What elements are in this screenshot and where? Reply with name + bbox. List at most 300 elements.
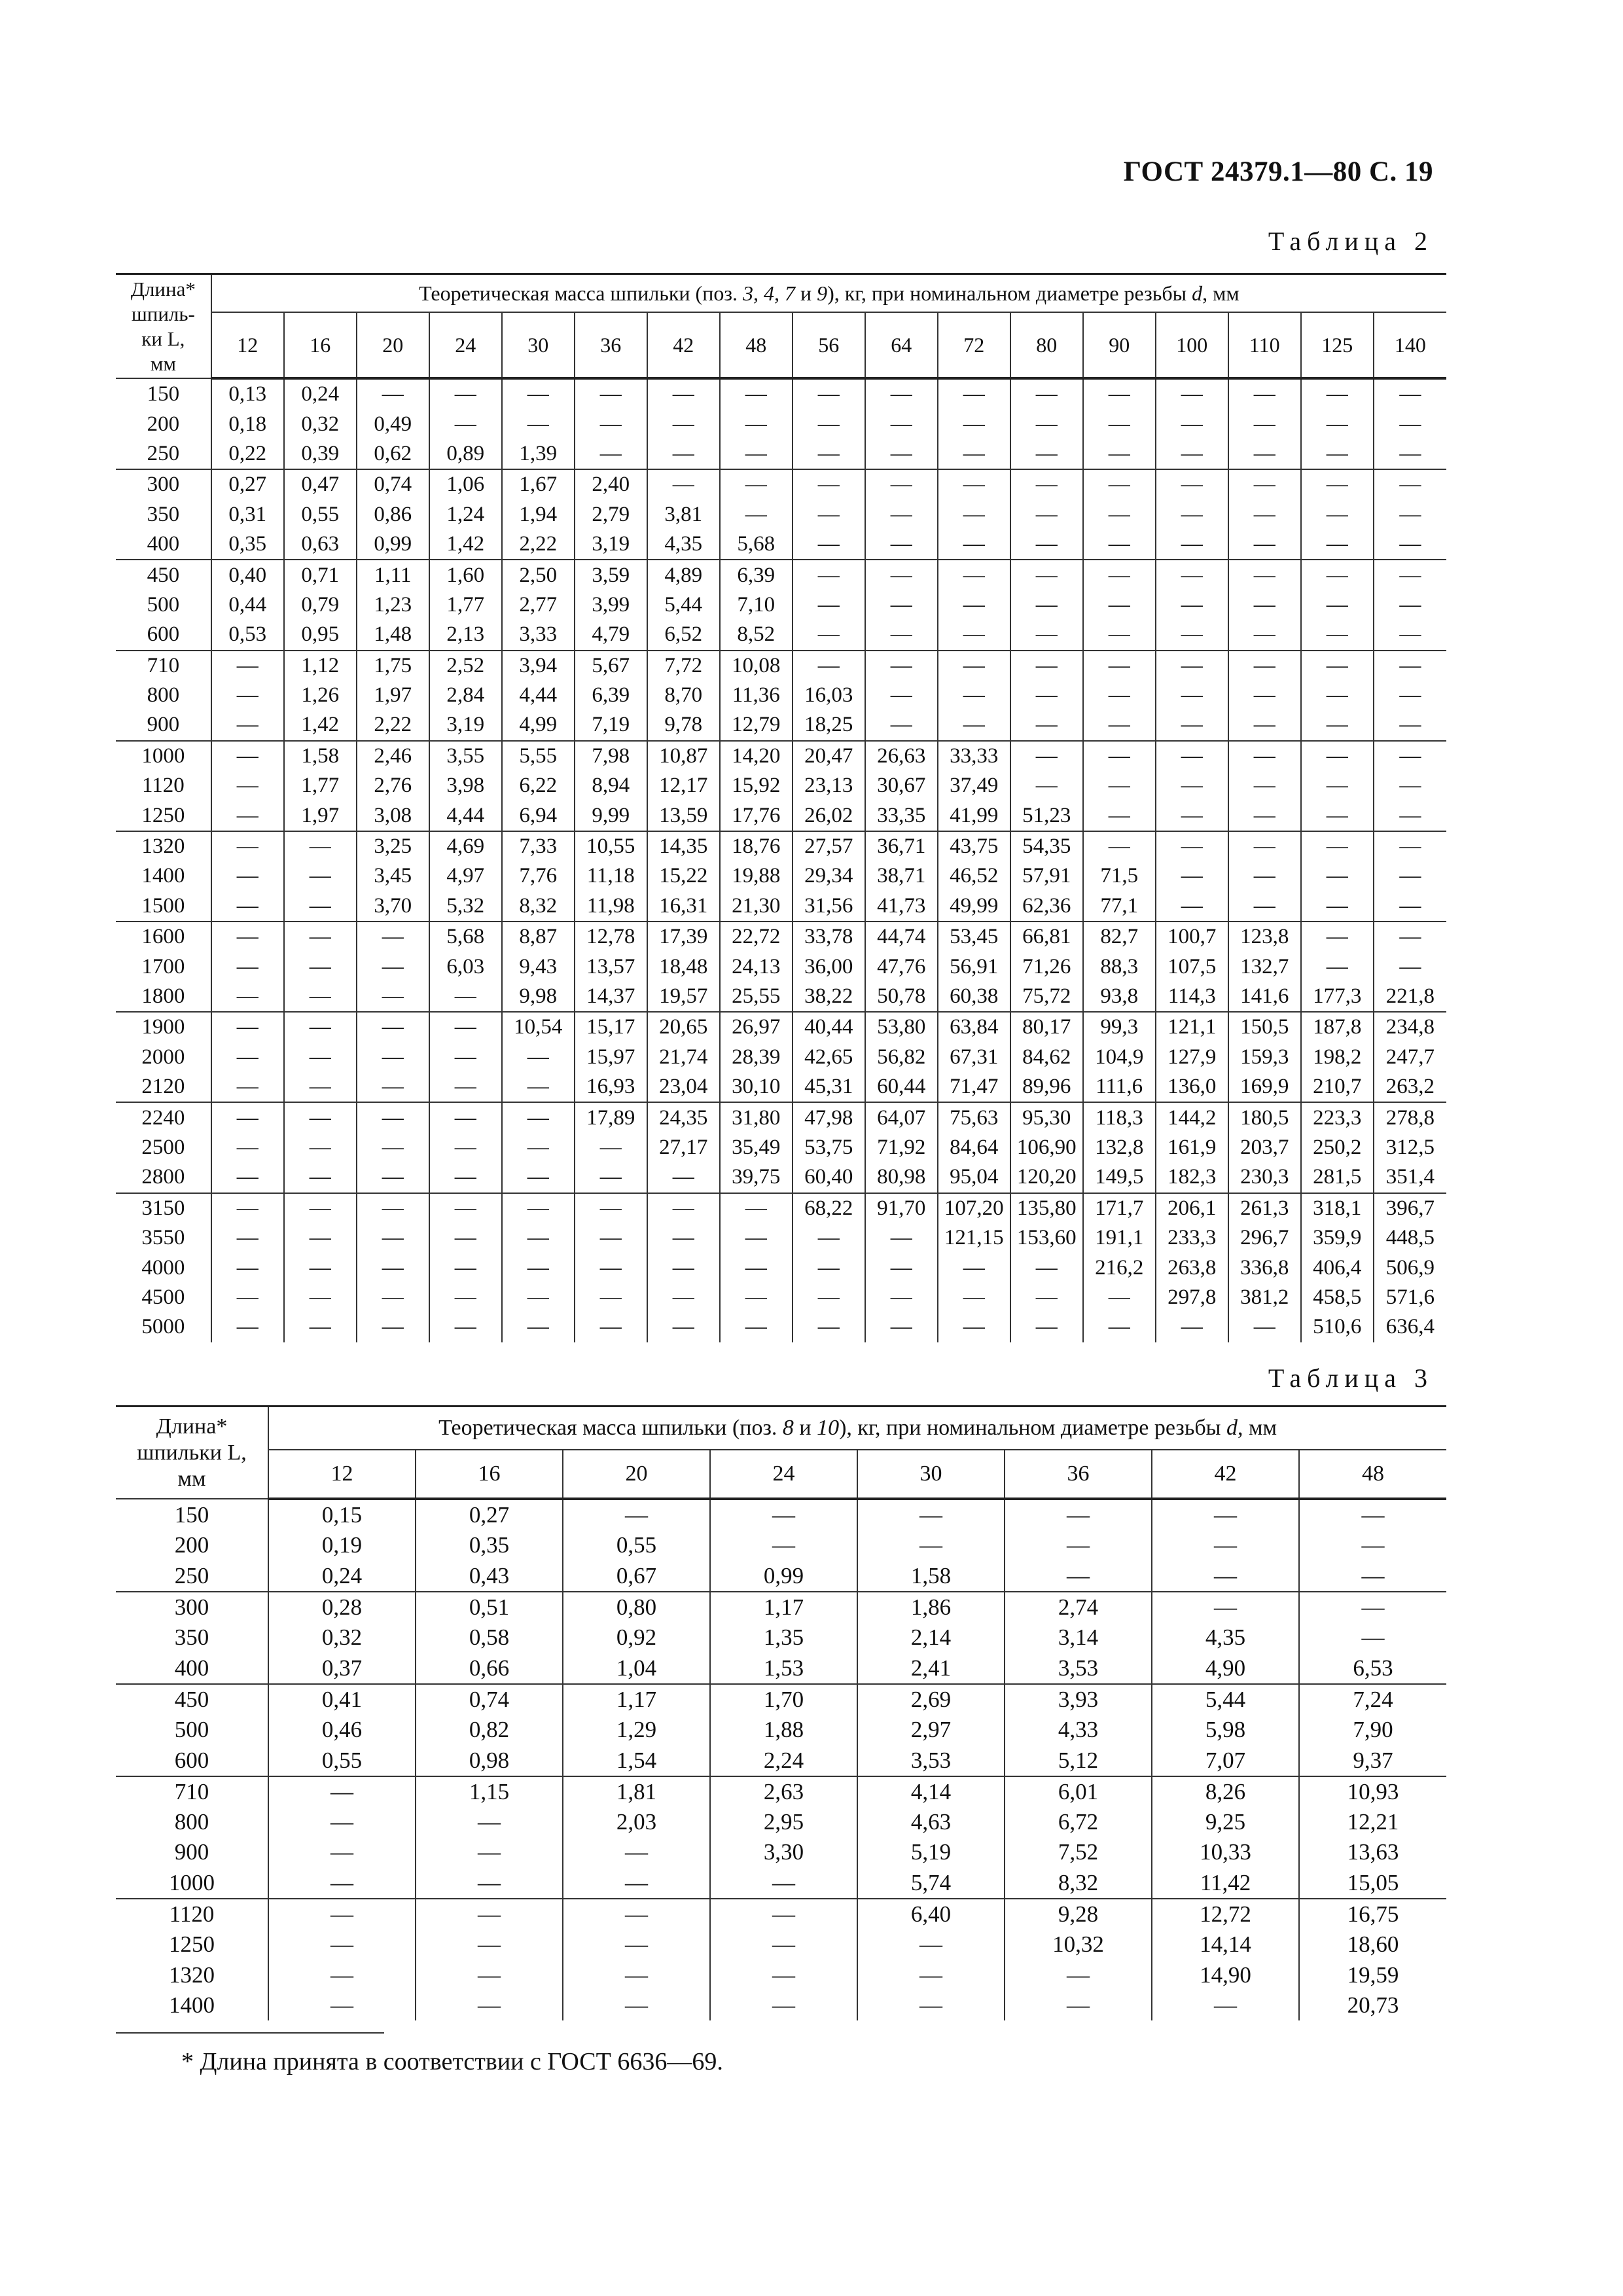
table-row: [116, 651, 1446, 681]
mass-cell: 281,5: [1301, 1162, 1374, 1193]
mass-cell: —: [1083, 529, 1156, 560]
mass-cell: 3,33: [502, 620, 575, 650]
mass-cell: —: [429, 1102, 502, 1132]
mass-cell: —: [710, 1499, 857, 1530]
mass-cell: 0,55: [563, 1530, 710, 1560]
mass-cell: 47,98: [793, 1102, 865, 1132]
mass-cell: 41,99: [938, 800, 1010, 831]
mass-cell: 9,28: [1005, 1899, 1152, 1929]
mass-cell: 82,7: [1083, 922, 1156, 952]
mass-cell: —: [1005, 1499, 1152, 1530]
diameter-header: 80: [1010, 312, 1083, 378]
length-cell: 1120: [116, 771, 211, 800]
length-cell: 200: [116, 409, 211, 439]
mass-cell: 0,27: [416, 1499, 563, 1530]
length-cell: 150: [116, 1499, 268, 1530]
mass-cell: —: [865, 1223, 938, 1253]
mass-cell: —: [938, 469, 1010, 499]
mass-cell: 7,98: [575, 741, 647, 771]
mass-cell: 71,5: [1083, 861, 1156, 891]
mass-cell: —: [284, 982, 357, 1012]
diameter-header: 90: [1083, 312, 1156, 378]
mass-cell: —: [429, 1043, 502, 1072]
mass-cell: 4,99: [502, 710, 575, 740]
mass-cell: 18,76: [720, 831, 793, 861]
mass-cell: 1,17: [710, 1592, 857, 1623]
mass-cell: —: [938, 378, 1010, 409]
mass-cell: —: [429, 1012, 502, 1042]
mass-cell: —: [1228, 861, 1301, 891]
mass-cell: 1,42: [429, 529, 502, 560]
mass-cell: 4,89: [647, 560, 720, 590]
mass-cell: 0,67: [563, 1561, 710, 1592]
mass-cell: 56,82: [865, 1043, 938, 1072]
mass-cell: —: [429, 1072, 502, 1102]
mass-cell: 1,24: [429, 500, 502, 529]
diameter-header: 30: [502, 312, 575, 378]
mass-cell: 1,67: [502, 469, 575, 499]
mass-cell: —: [720, 1253, 793, 1282]
length-cell: 400: [116, 1653, 268, 1683]
mass-cell: —: [563, 1899, 710, 1929]
mass-cell: 11,18: [575, 861, 647, 891]
mass-cell: 0,41: [268, 1684, 416, 1715]
mass-cell: —: [1301, 620, 1374, 650]
mass-cell: 8,32: [502, 891, 575, 922]
mass-cell: —: [284, 1133, 357, 1162]
mass-cell: 20,47: [793, 741, 865, 771]
mass-cell: 15,17: [575, 1012, 647, 1042]
mass-cell: 15,05: [1299, 1868, 1446, 1899]
mass-cell: 27,57: [793, 831, 865, 861]
mass-cell: —: [284, 1012, 357, 1042]
mass-cell: —: [284, 1253, 357, 1282]
mass-cell: 77,1: [1083, 891, 1156, 922]
length-cell: 3550: [116, 1223, 211, 1253]
mass-cell: 381,2: [1228, 1283, 1301, 1312]
mass-cell: 1,04: [563, 1653, 710, 1683]
mass-cell: —: [211, 1312, 284, 1342]
table-row: [116, 1561, 1446, 1592]
mass-cell: —: [211, 1253, 284, 1282]
mass-cell: —: [857, 1929, 1005, 1960]
mass-cell: 84,62: [1010, 1043, 1083, 1072]
mass-cell: —: [1374, 439, 1446, 469]
mass-cell: —: [1010, 409, 1083, 439]
mass-cell: 1,60: [429, 560, 502, 590]
mass-cell: —: [1301, 439, 1374, 469]
mass-cell: —: [1005, 1530, 1152, 1560]
diameter-header: 36: [575, 312, 647, 378]
mass-cell: —: [1301, 500, 1374, 529]
table-row: [116, 1283, 1446, 1312]
mass-cell: 203,7: [1228, 1133, 1301, 1162]
mass-cell: —: [1299, 1499, 1446, 1530]
mass-cell: 6,40: [857, 1899, 1005, 1929]
mass-cell: 89,96: [1010, 1072, 1083, 1102]
mass-cell: 4,14: [857, 1776, 1005, 1807]
table-row: [116, 800, 1446, 831]
mass-cell: —: [502, 1072, 575, 1102]
mass-cell: 0,71: [284, 560, 357, 590]
mass-cell: 263,2: [1374, 1072, 1446, 1102]
diameter-header: 56: [793, 312, 865, 378]
mass-cell: 1,11: [357, 560, 429, 590]
mass-cell: —: [575, 1253, 647, 1282]
mass-cell: 14,14: [1152, 1929, 1299, 1960]
mass-cell: 11,98: [575, 891, 647, 922]
length-cell: 350: [116, 500, 211, 529]
mass-cell: 0,74: [357, 469, 429, 499]
mass-cell: —: [1156, 560, 1228, 590]
mass-cell: 7,76: [502, 861, 575, 891]
mass-cell: —: [1010, 620, 1083, 650]
mass-cell: 132,7: [1228, 952, 1301, 981]
mass-cell: —: [865, 409, 938, 439]
mass-cell: 60,38: [938, 982, 1010, 1012]
table-row: [116, 1837, 1446, 1867]
mass-cell: —: [1156, 681, 1228, 710]
mass-cell: —: [502, 378, 575, 409]
length-cell: 450: [116, 560, 211, 590]
mass-cell: 33,33: [938, 741, 1010, 771]
mass-cell: —: [211, 891, 284, 922]
mass-cell: —: [211, 982, 284, 1012]
mass-cell: 3,70: [357, 891, 429, 922]
mass-cell: 1,53: [710, 1653, 857, 1683]
mass-cell: —: [1228, 710, 1301, 740]
mass-cell: —: [1010, 439, 1083, 469]
mass-cell: —: [865, 439, 938, 469]
mass-cell: 91,70: [865, 1193, 938, 1223]
mass-cell: —: [1374, 620, 1446, 650]
table-row: [116, 560, 1446, 590]
mass-cell: 11,42: [1152, 1868, 1299, 1899]
mass-cell: 318,1: [1301, 1193, 1374, 1223]
mass-cell: 10,93: [1299, 1776, 1446, 1807]
mass-cell: 9,37: [1299, 1745, 1446, 1776]
mass-cell: —: [1010, 741, 1083, 771]
mass-cell: 0,24: [268, 1561, 416, 1592]
mass-cell: 1,42: [284, 710, 357, 740]
mass-cell: 5,55: [502, 741, 575, 771]
mass-cell: 2,13: [429, 620, 502, 650]
mass-cell: 0,79: [284, 590, 357, 620]
mass-cell: —: [865, 1283, 938, 1312]
length-cell: 2800: [116, 1162, 211, 1193]
mass-cell: 1,15: [416, 1776, 563, 1807]
mass-cell: 53,75: [793, 1133, 865, 1162]
mass-cell: —: [211, 1162, 284, 1193]
diameter-header: 20: [563, 1450, 710, 1499]
mass-cell: —: [1374, 922, 1446, 952]
mass-cell: —: [429, 1312, 502, 1342]
diameter-header: 100: [1156, 312, 1228, 378]
mass-cell: 0,35: [416, 1530, 563, 1560]
length-cell: 1250: [116, 1929, 268, 1960]
mass-cell: 0,46: [268, 1715, 416, 1745]
length-cell: 1250: [116, 800, 211, 831]
mass-cell: —: [1301, 681, 1374, 710]
length-cell: 1400: [116, 1990, 268, 2020]
mass-cell: —: [268, 1929, 416, 1960]
mass-cell: 0,89: [429, 439, 502, 469]
mass-cell: —: [1083, 710, 1156, 740]
mass-cell: 0,22: [211, 439, 284, 469]
mass-cell: —: [357, 1102, 429, 1132]
mass-cell: 127,9: [1156, 1043, 1228, 1072]
mass-cell: —: [211, 1193, 284, 1223]
length-cell: 900: [116, 1837, 268, 1867]
mass-cell: —: [647, 378, 720, 409]
mass-cell: 5,12: [1005, 1745, 1152, 1776]
mass-cell: —: [1374, 560, 1446, 590]
mass-cell: 93,8: [1083, 982, 1156, 1012]
mass-cell: 2,97: [857, 1715, 1005, 1745]
mass-cell: —: [502, 1312, 575, 1342]
mass-cell: —: [865, 651, 938, 681]
mass-cell: —: [1374, 952, 1446, 981]
mass-cell: —: [357, 1133, 429, 1162]
mass-cell: 63,84: [938, 1012, 1010, 1042]
mass-cell: —: [1010, 651, 1083, 681]
mass-cell: 1,35: [710, 1623, 857, 1653]
length-cell: 250: [116, 439, 211, 469]
mass-cell: 6,53: [1299, 1653, 1446, 1683]
mass-cell: —: [1010, 771, 1083, 800]
mass-cell: —: [938, 590, 1010, 620]
mass-cell: 46,52: [938, 861, 1010, 891]
table-row: [116, 439, 1446, 469]
mass-cell: 88,3: [1083, 952, 1156, 981]
mass-cell: 111,6: [1083, 1072, 1156, 1102]
mass-cell: —: [1010, 681, 1083, 710]
mass-cell: —: [211, 861, 284, 891]
mass-cell: 1,39: [502, 439, 575, 469]
mass-cell: —: [938, 1283, 1010, 1312]
mass-cell: 0,49: [357, 409, 429, 439]
mass-cell: —: [938, 1312, 1010, 1342]
mass-cell: 1,26: [284, 681, 357, 710]
mass-cell: —: [416, 1990, 563, 2020]
mass-cell: 4,90: [1152, 1653, 1299, 1683]
mass-cell: —: [575, 1283, 647, 1312]
mass-cell: —: [1083, 590, 1156, 620]
mass-cell: —: [1374, 800, 1446, 831]
mass-cell: —: [720, 1223, 793, 1253]
mass-cell: —: [575, 1312, 647, 1342]
mass-cell: —: [793, 1253, 865, 1282]
length-cell: 1400: [116, 861, 211, 891]
mass-cell: —: [1083, 378, 1156, 409]
mass-cell: 6,94: [502, 800, 575, 831]
mass-cell: —: [647, 1162, 720, 1193]
mass-cell: —: [416, 1899, 563, 1929]
mass-cell: 18,25: [793, 710, 865, 740]
mass-cell: 4,79: [575, 620, 647, 650]
mass-cell: —: [1374, 741, 1446, 771]
mass-cell: 17,89: [575, 1102, 647, 1132]
table-row: [116, 1072, 1446, 1102]
mass-cell: 67,31: [938, 1043, 1010, 1072]
mass-cell: —: [865, 529, 938, 560]
mass-cell: 0,18: [211, 409, 284, 439]
mass-cell: —: [563, 1868, 710, 1899]
diameter-header: 20: [357, 312, 429, 378]
mass-cell: 29,34: [793, 861, 865, 891]
mass-cell: —: [1374, 469, 1446, 499]
mass-cell: —: [563, 1960, 710, 1990]
mass-cell: —: [1010, 1253, 1083, 1282]
mass-cell: 49,99: [938, 891, 1010, 922]
mass-cell: —: [429, 982, 502, 1012]
mass-cell: 5,67: [575, 651, 647, 681]
mass-cell: —: [211, 651, 284, 681]
diameter-header: 64: [865, 312, 938, 378]
mass-cell: —: [793, 378, 865, 409]
length-cell: 350: [116, 1623, 268, 1653]
mass-cell: —: [1156, 529, 1228, 560]
mass-cell: —: [1374, 891, 1446, 922]
length-cell: 4500: [116, 1283, 211, 1312]
mass-cell: 2,84: [429, 681, 502, 710]
mass-cell: 53,80: [865, 1012, 938, 1042]
table-row: [116, 741, 1446, 771]
mass-cell: 2,52: [429, 651, 502, 681]
mass-cell: 3,08: [357, 800, 429, 831]
mass-cell: —: [268, 1868, 416, 1899]
mass-cell: 510,6: [1301, 1312, 1374, 1342]
mass-cell: 4,44: [429, 800, 502, 831]
mass-cell: —: [1228, 590, 1301, 620]
mass-cell: 60,44: [865, 1072, 938, 1102]
mass-cell: —: [865, 1312, 938, 1342]
mass-cell: 6,22: [502, 771, 575, 800]
length-cell: 900: [116, 710, 211, 740]
mass-cell: 571,6: [1374, 1283, 1446, 1312]
mass-cell: —: [416, 1837, 563, 1867]
mass-cell: 6,39: [720, 560, 793, 590]
mass-cell: 1,48: [357, 620, 429, 650]
length-cell: 450: [116, 1684, 268, 1715]
mass-cell: 14,35: [647, 831, 720, 861]
mass-cell: 297,8: [1156, 1283, 1228, 1312]
mass-cell: 7,07: [1152, 1745, 1299, 1776]
mass-cell: 0,99: [357, 529, 429, 560]
table-row: [116, 710, 1446, 740]
mass-cell: —: [938, 681, 1010, 710]
mass-cell: 71,92: [865, 1133, 938, 1162]
mass-cell: —: [1301, 831, 1374, 861]
mass-cell: —: [284, 1162, 357, 1193]
mass-cell: —: [647, 1283, 720, 1312]
mass-cell: —: [357, 922, 429, 952]
length-cell: 1800: [116, 982, 211, 1012]
mass-cell: 3,81: [647, 500, 720, 529]
table-row: [116, 681, 1446, 710]
mass-cell: 2,22: [502, 529, 575, 560]
mass-cell: 3,19: [429, 710, 502, 740]
mass-cell: 0,37: [268, 1653, 416, 1683]
mass-cell: —: [211, 1012, 284, 1042]
mass-cell: —: [1156, 741, 1228, 771]
mass-cell: —: [211, 771, 284, 800]
table-row: [116, 378, 1446, 409]
mass-cell: —: [1374, 500, 1446, 529]
mass-cell: 7,33: [502, 831, 575, 861]
table-row: [116, 952, 1446, 981]
mass-cell: 1,94: [502, 500, 575, 529]
mass-cell: —: [1228, 469, 1301, 499]
mass-cell: —: [793, 651, 865, 681]
mass-cell: 3,25: [357, 831, 429, 861]
table-2: [116, 273, 1446, 1342]
mass-cell: —: [1010, 1312, 1083, 1342]
mass-cell: —: [357, 378, 429, 409]
mass-cell: 261,3: [1228, 1193, 1301, 1223]
mass-cell: 1,70: [710, 1684, 857, 1715]
mass-cell: —: [357, 1253, 429, 1282]
mass-cell: —: [563, 1499, 710, 1530]
mass-cell: 0,80: [563, 1592, 710, 1623]
table-row: [116, 1253, 1446, 1282]
mass-cell: —: [1010, 560, 1083, 590]
mass-cell: —: [1228, 439, 1301, 469]
table-row: [116, 1499, 1446, 1530]
mass-cell: 1,29: [563, 1715, 710, 1745]
mass-cell: —: [865, 1253, 938, 1282]
mass-cell: —: [1083, 469, 1156, 499]
mass-cell: —: [575, 1133, 647, 1162]
mass-cell: —: [1010, 710, 1083, 740]
mass-cell: 80,98: [865, 1162, 938, 1193]
mass-cell: 0,27: [211, 469, 284, 499]
table-row: [116, 620, 1446, 650]
mass-cell: —: [357, 1012, 429, 1042]
mass-cell: 9,43: [502, 952, 575, 981]
mass-cell: —: [1228, 800, 1301, 831]
mass-cell: 71,47: [938, 1072, 1010, 1102]
mass-cell: 106,90: [1010, 1133, 1083, 1162]
mass-cell: 7,52: [1005, 1837, 1152, 1867]
mass-cell: —: [938, 651, 1010, 681]
mass-cell: —: [563, 1990, 710, 2020]
table-row: [116, 1043, 1446, 1072]
mass-cell: —: [1010, 469, 1083, 499]
mass-cell: —: [1299, 1561, 1446, 1592]
mass-cell: —: [1152, 1499, 1299, 1530]
mass-cell: 107,20: [938, 1193, 1010, 1223]
mass-cell: —: [211, 1043, 284, 1072]
mass-cell: —: [1156, 861, 1228, 891]
mass-cell: 1,77: [429, 590, 502, 620]
mass-cell: 5,68: [720, 529, 793, 560]
mass-cell: —: [1010, 378, 1083, 409]
mass-cell: 10,87: [647, 741, 720, 771]
footnote-divider: [116, 2032, 384, 2034]
mass-cell: —: [1010, 500, 1083, 529]
mass-cell: 1,88: [710, 1715, 857, 1745]
mass-cell: —: [502, 409, 575, 439]
mass-cell: —: [429, 1162, 502, 1193]
mass-cell: 24,13: [720, 952, 793, 981]
mass-cell: 75,63: [938, 1102, 1010, 1132]
mass-cell: —: [1301, 800, 1374, 831]
mass-cell: 2,95: [710, 1807, 857, 1837]
table-row: [116, 1623, 1446, 1653]
mass-cell: —: [647, 409, 720, 439]
mass-cell: —: [710, 1899, 857, 1929]
